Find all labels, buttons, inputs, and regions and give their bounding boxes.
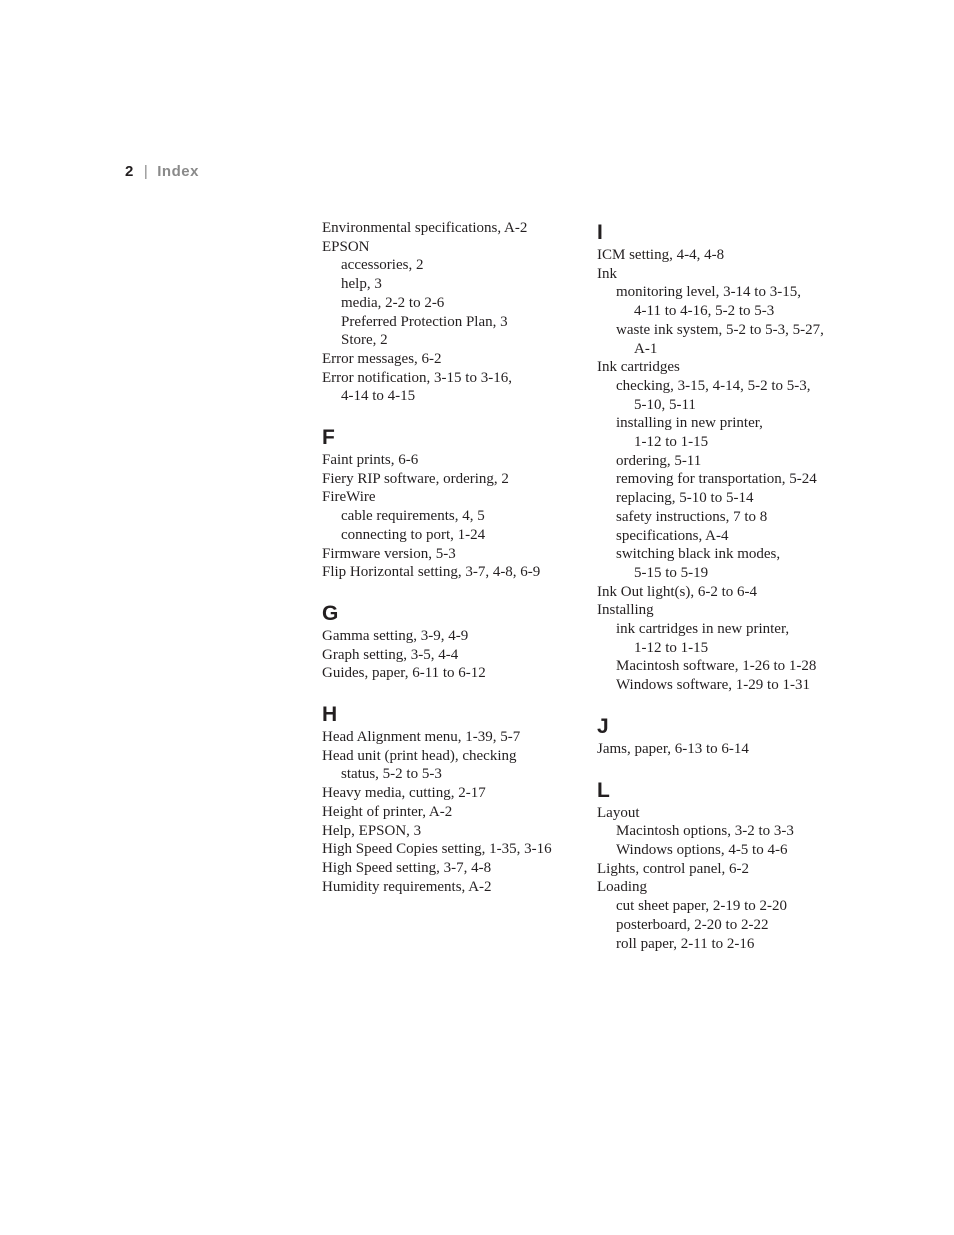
index-subentry: cut sheet paper, 2-19 to 2-20 <box>616 898 788 915</box>
index-subentry: media, 2-2 to 2-6 <box>341 294 445 311</box>
index-subentry: Macintosh software, 1-26 to 1-28 <box>616 658 817 675</box>
index-subentry: switching black ink modes, <box>616 546 781 563</box>
index-section-letter: H <box>322 703 338 727</box>
index-subentry: removing for transportation, 5-24 <box>616 471 817 488</box>
index-column-right <box>597 219 847 953</box>
index-entry: Head Alignment menu, 1-39, 5-7 <box>322 729 521 746</box>
index-entry: Ink cartridges <box>597 359 680 376</box>
index-subentry: connecting to port, 1-24 <box>341 526 486 543</box>
index-subentry: roll paper, 2-11 to 2-16 <box>616 935 755 952</box>
index-entry: Layout <box>597 804 640 821</box>
index-subentry: 5-10, 5-11 <box>634 396 696 413</box>
index-section-letter: G <box>322 601 339 625</box>
index-subentry: 1-12 to 1-15 <box>634 639 709 656</box>
index-subentry: Macintosh options, 3-2 to 3-3 <box>616 823 794 840</box>
index-entry: Humidity requirements, A-2 <box>322 878 492 895</box>
index-entry: Ink Out light(s), 6-2 to 6-4 <box>597 583 757 600</box>
running-header <box>125 163 199 181</box>
index-subentry: status, 5-2 to 5-3 <box>341 766 442 783</box>
index-entry: Fiery RIP software, ordering, 2 <box>322 470 509 487</box>
index-subentry: A-1 <box>634 340 658 357</box>
index-subentry: cable requirements, 4, 5 <box>341 508 485 525</box>
index-entry: Error notification, 3-15 to 3-16, <box>322 369 512 386</box>
index-entry: FireWire <box>322 489 376 506</box>
index-entry: Graph setting, 3-5, 4-4 <box>322 646 459 663</box>
index-entry: Flip Horizontal setting, 3-7, 4-8, 6-9 <box>322 564 541 581</box>
header-separator: | <box>143 163 149 180</box>
index-entry: High Speed Copies setting, 1-35, 3-16 <box>322 841 552 858</box>
index-subentry: checking, 3-15, 4-14, 5-2 to 5-3, <box>616 377 811 394</box>
index-entry: Gamma setting, 3-9, 4-9 <box>322 627 469 644</box>
index-subentry: waste ink system, 5-2 to 5-3, 5-27, <box>616 321 824 338</box>
index-entry: Firmware version, 5-3 <box>322 545 456 562</box>
index-subentry: ordering, 5-11 <box>616 452 702 469</box>
index-entry: Help, EPSON, 3 <box>322 822 422 839</box>
index-subentry: Windows options, 4-5 to 4-6 <box>616 841 788 858</box>
index-entry: High Speed setting, 3-7, 4-8 <box>322 859 492 876</box>
index-subentry: ink cartridges in new printer, <box>616 621 790 638</box>
index-entry: Loading <box>597 879 647 896</box>
index-entry: Environmental specifications, A-2 <box>322 220 528 236</box>
index-entry: Head unit (print head), checking <box>322 747 517 764</box>
index-subentry: installing in new printer, <box>616 415 763 432</box>
index-entry: Error messages, 6-2 <box>322 350 442 367</box>
index-entry: Ink <box>597 265 617 282</box>
index-subentry: 5-15 to 5-19 <box>634 564 709 581</box>
index-subentry: specifications, A-4 <box>616 527 729 544</box>
index-subentry: Store, 2 <box>341 332 388 349</box>
index-subentry: Windows software, 1-29 to 1-31 <box>616 677 810 694</box>
index-entry: EPSON <box>322 238 370 255</box>
index-subentry: replacing, 5-10 to 5-14 <box>616 490 754 507</box>
page-number: 2 <box>125 163 134 180</box>
index-subentry: posterboard, 2-20 to 2-22 <box>616 916 769 933</box>
index-section-letter: I <box>597 221 603 244</box>
index-entry: Lights, control panel, 6-2 <box>597 860 750 877</box>
index-entry: ICM setting, 4-4, 4-8 <box>597 247 725 263</box>
index-entry: Faint prints, 6-6 <box>322 452 419 469</box>
index-entry: Installing <box>597 602 654 619</box>
index-subentry: accessories, 2 <box>341 257 424 274</box>
index-entry: Jams, paper, 6-13 to 6-14 <box>597 740 749 757</box>
index-subentry: 4-11 to 4-16, 5-2 to 5-3 <box>634 303 775 320</box>
section-title: Index <box>157 163 199 180</box>
index-section-letter: F <box>322 426 335 450</box>
index-subentry: 1-12 to 1-15 <box>634 434 709 451</box>
index-subentry: 4-14 to 4-15 <box>341 388 416 405</box>
index-subentry: help, 3 <box>341 276 382 293</box>
index-section-letter: L <box>597 778 610 802</box>
index-subentry: Preferred Protection Plan, 3 <box>341 313 508 330</box>
index-entry: Heavy media, cutting, 2-17 <box>322 785 486 802</box>
index-entry: Guides, paper, 6-11 to 6-12 <box>322 665 486 682</box>
index-column-left <box>322 219 572 896</box>
index-subentry: safety instructions, 7 to 8 <box>616 508 768 525</box>
index-entry: Height of printer, A-2 <box>322 803 453 820</box>
index-section-letter: J <box>597 714 609 738</box>
index-subentry: monitoring level, 3-14 to 3-15, <box>616 284 801 301</box>
